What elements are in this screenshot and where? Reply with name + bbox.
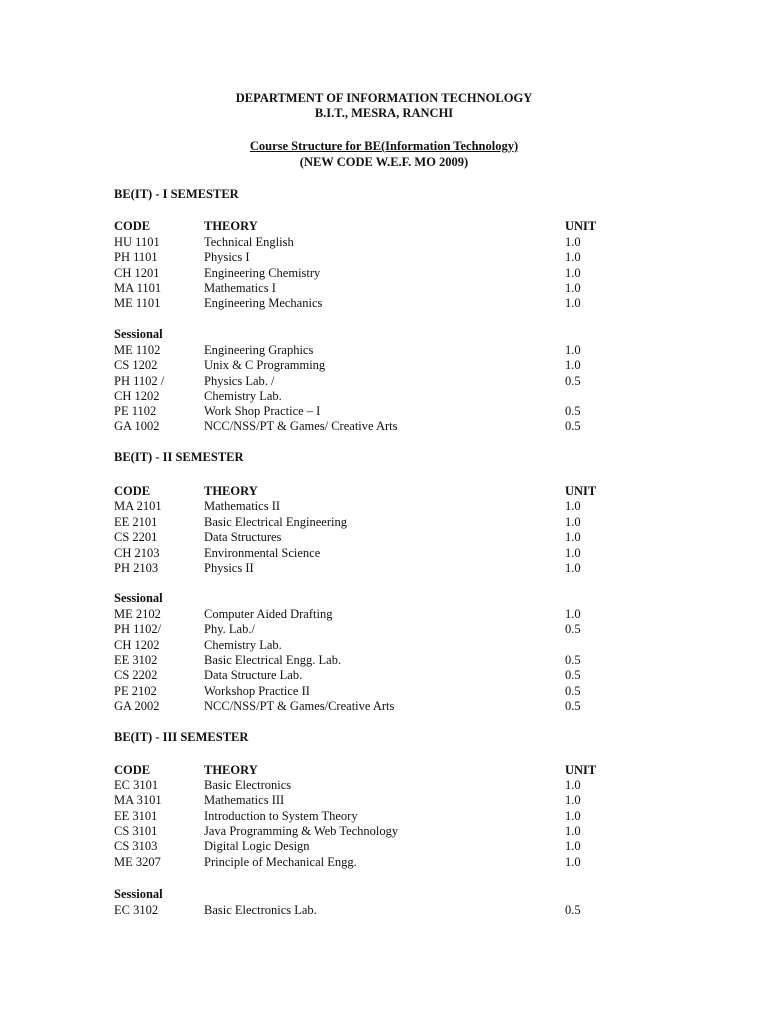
table-header xyxy=(0,219,768,234)
unit-column-header: UNIT xyxy=(565,763,597,777)
course-row xyxy=(0,809,768,824)
course-unit: 1.0 xyxy=(565,839,581,854)
course-row xyxy=(0,404,768,419)
course-unit: 1.0 xyxy=(565,778,581,792)
course-row xyxy=(0,358,768,373)
course-name: Mathematics II xyxy=(204,499,281,513)
course-code: PH 1101 xyxy=(114,250,158,265)
course-unit: 0.5 xyxy=(565,698,581,713)
course-name: Work Shop Practice – I xyxy=(204,404,321,418)
course-row xyxy=(0,684,768,699)
course-row xyxy=(0,638,768,653)
course-unit: 1.0 xyxy=(565,250,581,265)
course-unit: 1.0 xyxy=(565,561,581,575)
course-name: Basic Electrical Engineering xyxy=(204,514,347,529)
course-code: EE 3101 xyxy=(114,808,158,823)
course-unit: 0.5 xyxy=(565,652,581,667)
course-code: EC 3102 xyxy=(114,903,159,917)
course-unit: 0.5 xyxy=(565,373,581,388)
course-name: Engineering Graphics xyxy=(204,343,314,357)
course-name: Data Structures xyxy=(204,530,282,544)
course-row xyxy=(0,530,768,545)
course-row xyxy=(0,699,768,714)
course-name: Technical English xyxy=(204,235,294,249)
course-unit: 1.0 xyxy=(565,793,581,808)
course-code: MA 2101 xyxy=(114,499,162,513)
course-unit: 0.5 xyxy=(565,622,581,637)
course-unit: 1.0 xyxy=(565,235,581,249)
course-row xyxy=(0,824,768,839)
course-code: CS 2201 xyxy=(114,530,158,544)
course-unit: 1.0 xyxy=(565,499,581,513)
table-header xyxy=(0,763,768,778)
course-unit: 0.5 xyxy=(565,903,581,917)
course-name: Java Programming & Web Technology xyxy=(204,823,399,838)
course-unit: 1.0 xyxy=(565,607,581,621)
course-row xyxy=(0,778,768,793)
course-code: PH 2103 xyxy=(114,561,159,575)
course-row xyxy=(0,546,768,561)
semester-title: BE(IT) - II SEMESTER xyxy=(114,450,244,464)
code-column-header: CODE xyxy=(114,763,151,777)
department-title: DEPARTMENT OF INFORMATION TECHNOLOGY xyxy=(235,91,533,105)
course-name: Physics II xyxy=(204,561,254,575)
course-code: ME 1102 xyxy=(114,343,161,357)
course-code: EE 2101 xyxy=(114,514,158,529)
table-header xyxy=(0,484,768,499)
course-code: PH 1102/ xyxy=(114,622,162,637)
course-code: ME 1101 xyxy=(114,296,161,310)
course-name: Principle of Mechanical Engg. xyxy=(204,854,357,869)
course-name: Environmental Science xyxy=(204,545,321,560)
theory-column-header: THEORY xyxy=(204,484,258,498)
course-code: CH 1202 xyxy=(114,637,160,652)
course-structure-title xyxy=(0,139,768,154)
sessional-label: Sessional xyxy=(114,887,163,901)
code-effective-note: (NEW CODE W.E.F. MO 2009) xyxy=(299,155,469,169)
course-unit: 1.0 xyxy=(565,343,581,357)
course-name: Basic Electrical Engg. Lab. xyxy=(204,652,342,667)
course-name: NCC/NSS/PT & Games/ Creative Arts xyxy=(204,419,398,434)
course-code: CS 1202 xyxy=(114,358,158,373)
course-name: Unix & C Programming xyxy=(204,358,326,373)
course-unit: 1.0 xyxy=(565,530,581,544)
course-code: PE 2102 xyxy=(114,683,157,698)
course-name: Chemistry Lab. xyxy=(204,388,282,403)
course-unit: 1.0 xyxy=(565,296,581,310)
course-unit: 0.5 xyxy=(565,683,581,698)
course-name: Physics Lab. / xyxy=(204,373,275,388)
course-code: PE 1102 xyxy=(114,404,157,418)
unit-column-header: UNIT xyxy=(565,484,597,498)
course-name: Chemistry Lab. xyxy=(204,637,282,652)
course-unit: 0.5 xyxy=(565,404,581,418)
course-unit: 1.0 xyxy=(565,854,581,869)
sessional-label: Sessional xyxy=(114,591,163,605)
course-row xyxy=(0,250,768,265)
course-unit: 1.0 xyxy=(565,545,581,560)
code-column-header: CODE xyxy=(114,219,151,233)
course-row xyxy=(0,855,768,870)
semester-title: BE(IT) - I SEMESTER xyxy=(114,187,239,201)
course-unit: 1.0 xyxy=(565,823,581,838)
course-row xyxy=(0,343,768,358)
course-row xyxy=(0,515,768,530)
course-name: Workshop Practice II xyxy=(204,683,310,698)
course-unit: 1.0 xyxy=(565,514,581,529)
course-code: GA 2002 xyxy=(114,698,160,713)
course-code: MA 1101 xyxy=(114,280,162,295)
course-name: Basic Electronics xyxy=(204,778,292,792)
course-code: GA 1002 xyxy=(114,419,160,434)
course-row xyxy=(0,281,768,296)
course-code: MA 3101 xyxy=(114,793,162,808)
course-name: Mathematics I xyxy=(204,280,276,295)
course-name: Basic Electronics Lab. xyxy=(204,903,317,917)
course-row xyxy=(0,389,768,404)
course-row xyxy=(0,266,768,281)
course-code: PH 1102 / xyxy=(114,373,165,388)
institute-name: B.I.T., MESRA, RANCHI xyxy=(314,106,454,120)
course-unit: 1.0 xyxy=(565,358,581,373)
course-name: Engineering Mechanics xyxy=(204,296,323,310)
course-unit: 0.5 xyxy=(565,668,581,683)
course-row xyxy=(0,839,768,854)
course-code: CH 2103 xyxy=(114,545,160,560)
course-code: EE 3102 xyxy=(114,652,158,667)
course-name: Engineering Chemistry xyxy=(204,265,321,280)
course-code: HU 1101 xyxy=(114,235,160,249)
semester-title: BE(IT) - III SEMESTER xyxy=(114,730,249,744)
course-name: Computer Aided Drafting xyxy=(204,607,333,621)
theory-column-header: THEORY xyxy=(204,763,258,777)
course-code: CH 1201 xyxy=(114,265,160,280)
course-code: CH 1202 xyxy=(114,388,160,403)
course-unit: 0.5 xyxy=(565,419,581,434)
course-code: EC 3101 xyxy=(114,778,159,792)
course-name: Physics I xyxy=(204,250,250,265)
course-row xyxy=(0,668,768,683)
course-name: Digital Logic Design xyxy=(204,839,310,854)
theory-column-header: THEORY xyxy=(204,219,258,233)
course-unit: 1.0 xyxy=(565,808,581,823)
course-row xyxy=(0,374,768,389)
course-row xyxy=(0,622,768,637)
course-structure-title-text: Course Structure for BE(Information Technology) xyxy=(249,139,519,153)
course-unit: 1.0 xyxy=(565,265,581,280)
course-row xyxy=(0,653,768,668)
course-row xyxy=(0,607,768,622)
course-row xyxy=(0,235,768,250)
course-row xyxy=(0,561,768,576)
course-code: CS 2202 xyxy=(114,668,158,683)
sessional-label: Sessional xyxy=(114,327,163,341)
course-name: NCC/NSS/PT & Games/Creative Arts xyxy=(204,698,395,713)
course-code: CS 3101 xyxy=(114,823,158,838)
code-column-header: CODE xyxy=(114,484,151,498)
unit-column-header: UNIT xyxy=(565,219,597,233)
course-code: CS 3103 xyxy=(114,839,158,854)
course-row xyxy=(0,793,768,808)
course-name: Data Structure Lab. xyxy=(204,668,303,683)
course-unit: 1.0 xyxy=(565,280,581,295)
course-code: ME 2102 xyxy=(114,607,161,621)
course-row xyxy=(0,499,768,514)
course-name: Phy. Lab./ xyxy=(204,622,255,637)
course-name: Introduction to System Theory xyxy=(204,808,358,823)
course-name: Mathematics III xyxy=(204,793,285,808)
course-row xyxy=(0,903,768,918)
course-row xyxy=(0,296,768,311)
course-row xyxy=(0,419,768,434)
course-code: ME 3207 xyxy=(114,854,161,869)
